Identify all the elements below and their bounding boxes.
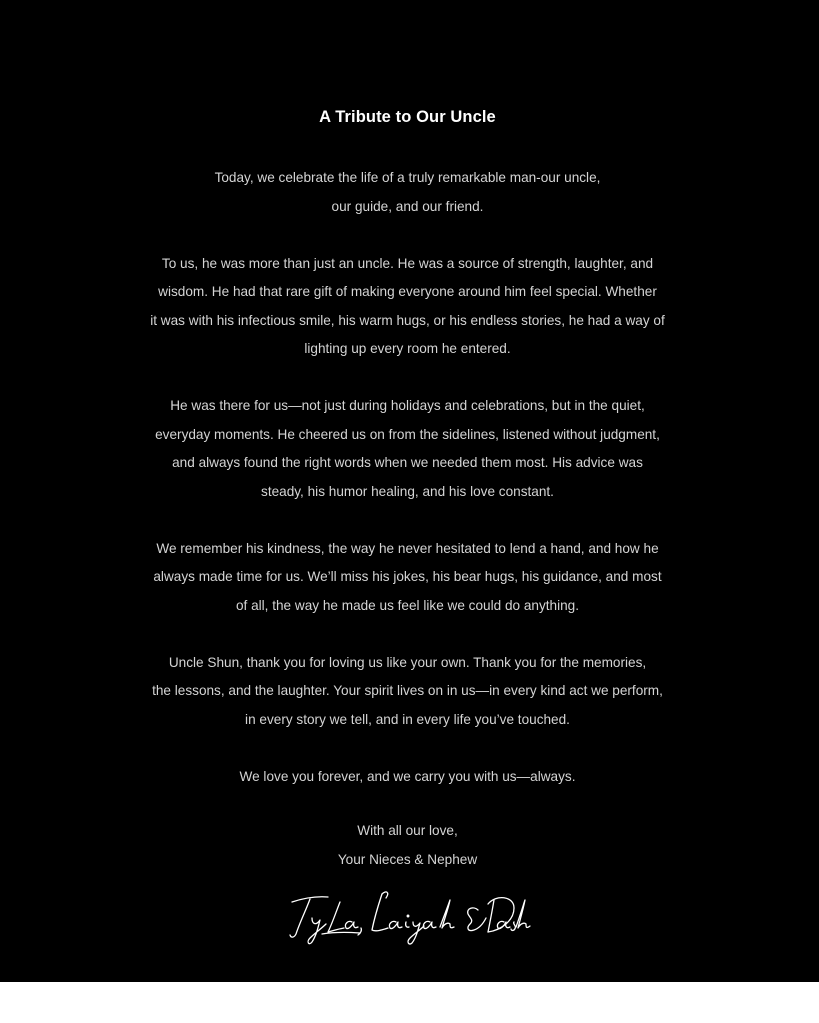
- paragraph-line: He was there for us—not just during holidays and celebrations, but in the quiet,: [170, 398, 645, 413]
- paragraph-line: and always found the right words when we needed them most. His advice was: [172, 455, 643, 470]
- page-bottom-margin: [0, 982, 819, 1023]
- paragraph-line: We love you forever, and we carry you with us—always.: [239, 768, 576, 784]
- tribute-body: [140, 164, 675, 820]
- paragraph-line: always made time for us. We’ll miss his jokes, his bear hugs, his guidance, and most: [153, 569, 662, 584]
- paragraph-line: Uncle Shun, thank you for loving us like your own. Thank you for the memories,: [168, 654, 647, 670]
- paragraph-line: our guide, and our friend.: [331, 198, 484, 214]
- paragraph-line: lighting up every room he entered.: [304, 341, 511, 356]
- paragraph-line: We remember his kindness, the way he never hesitated to lend a hand, and how he: [156, 540, 659, 556]
- paragraph-5: [140, 649, 675, 735]
- paragraph-6: [140, 763, 675, 792]
- paragraph-line: everyday moments. He cheered us on from the sidelines, listened without judgment,: [155, 426, 660, 442]
- paragraph-line: Today, we celebrate the life of a truly remarkable man-our uncle,: [214, 170, 601, 185]
- paragraph-line: of all, the way he made us feel like we could do anything.: [235, 597, 580, 613]
- paragraph-line: wisdom. He had that rare gift of making everyone around him feel special. Whether: [158, 284, 657, 299]
- handwritten-signature: [282, 880, 532, 946]
- paragraph-4: [140, 535, 675, 621]
- closing-line: With all our love,: [357, 823, 458, 838]
- page-title: A Tribute to Our Uncle: [319, 108, 496, 126]
- paragraph-line: in every story we tell, and in every life you’ve touched.: [245, 711, 570, 727]
- paragraph-2: [140, 250, 675, 364]
- paragraph-line: it was with his infectious smile, his warm hugs, or his endless stories, he had a way of: [150, 312, 665, 328]
- paragraph-line: the lessons, and the laughter. Your spirit lives on in us—in every kind act we perform,: [152, 683, 663, 698]
- paragraph-3: [140, 392, 675, 506]
- paragraph-1: [140, 164, 675, 221]
- paragraph-line: steady, his humor healing, and his love constant.: [261, 483, 554, 499]
- closing-block: [0, 817, 815, 874]
- paragraph-line: To us, he was more than just an uncle. He was a source of strength, laughter, and: [161, 255, 654, 271]
- signature-drawing: [282, 880, 532, 946]
- closing-signoff: Your Nieces & Nephew: [337, 851, 478, 867]
